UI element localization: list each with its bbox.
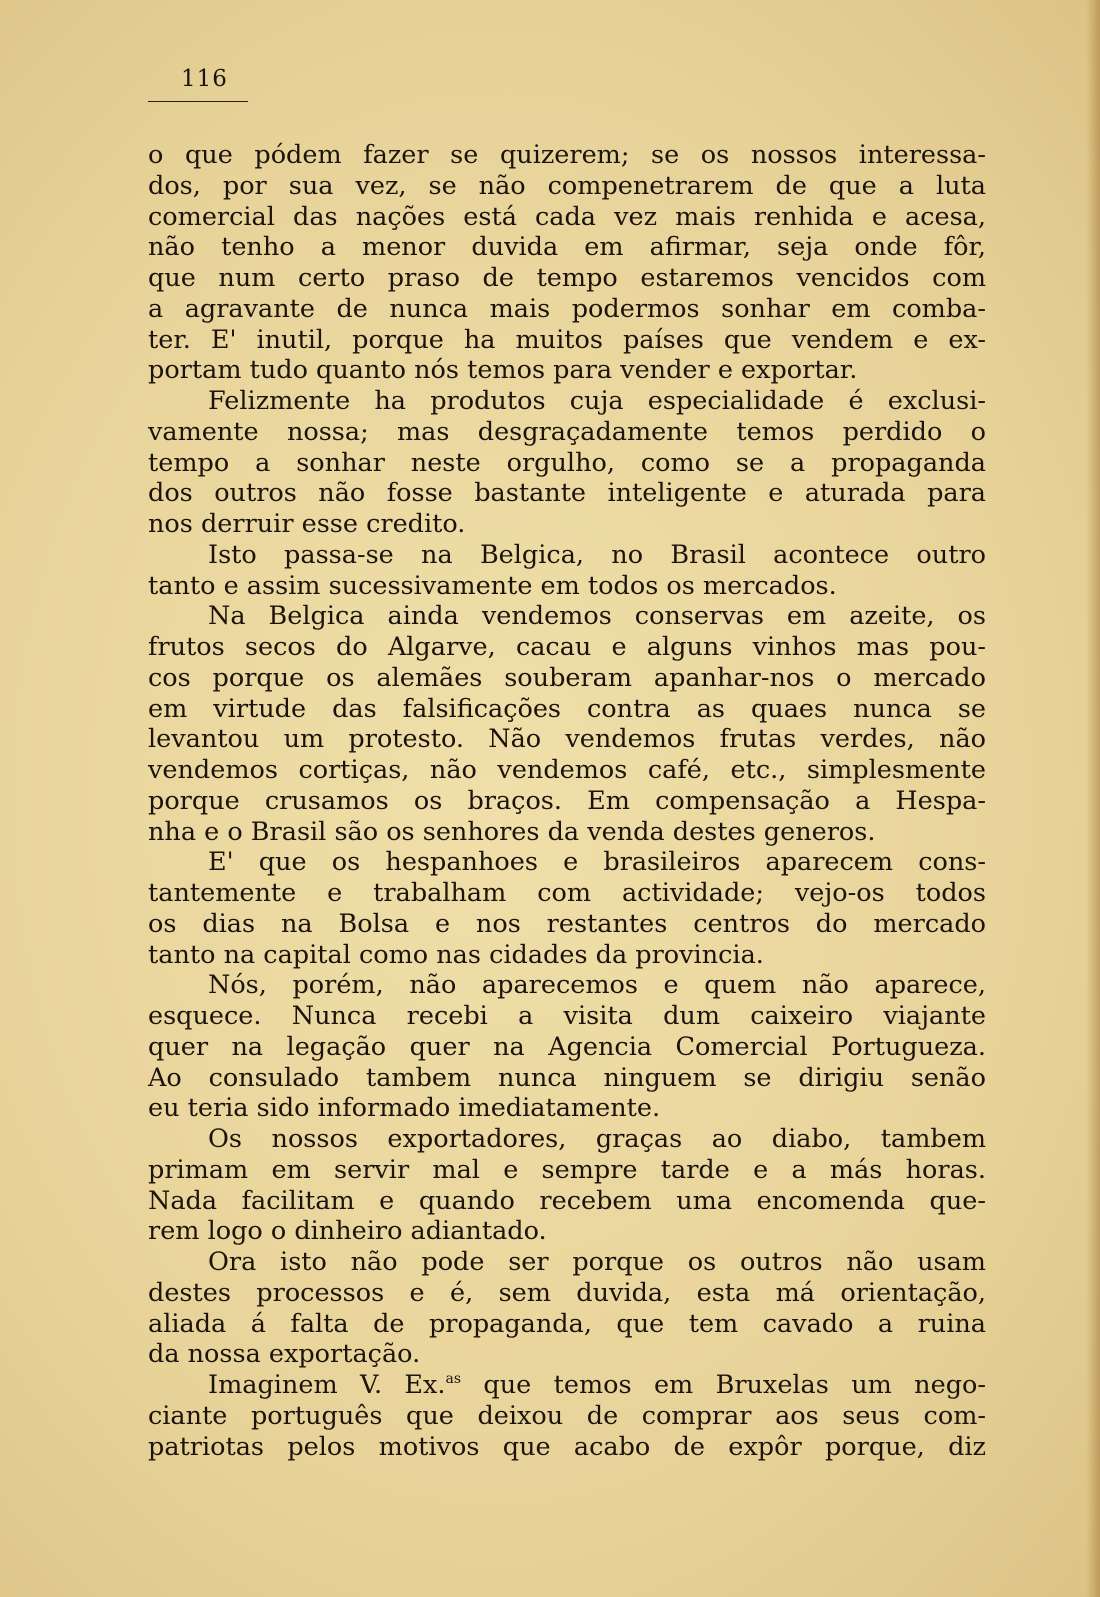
text-line: quer na legação quer na Agencia Comercial Portugueza. (148, 1031, 986, 1062)
text-line: eu teria sido informado imediatamente. (148, 1093, 661, 1124)
text-line: esquece. Nunca recebi a visita dum caixeiro viajante (148, 1001, 986, 1031)
text-line: cos porque os alemães souberam apanhar-nos o mercado (148, 662, 986, 693)
text-line: porque crusamos os braços. Em compensação a Hespa- (148, 785, 986, 816)
text-line: nha e o Brasil são os senhores da venda destes generos. (148, 816, 876, 847)
text-line: da nossa exportação. (148, 1339, 421, 1370)
text-line: portam tudo quanto nós temos para vender e exportar. (148, 355, 858, 386)
text-line: que num certo praso de tempo estaremos vencidos com (148, 263, 986, 293)
text-line: Isto passa-se na Belgica, no Brasil acontece outro (208, 539, 986, 570)
text-line: Ao consulado tambem nunca ninguem se dirigiu senão (148, 1062, 986, 1093)
text-line: a agravante de nunca mais podermos sonhar em comba- (148, 293, 986, 324)
text-line: Os nossos exportadores, graças ao diabo, tambem (208, 1124, 986, 1154)
text-line: nos derruir esse credito. (148, 509, 466, 539)
text-line: não tenho a menor duvida em afirmar, seja onde fôr, (148, 232, 986, 263)
text-line: tanto e assim sucessivamente em todos os mercados. (148, 570, 837, 601)
text-line: aliada á falta de propaganda, que tem cavado a ruina (148, 1308, 986, 1339)
body-text (148, 140, 986, 1462)
text-line: patriotas pelos motivos que acabo de expôr porque, diz (148, 1431, 986, 1462)
header-rule (148, 101, 248, 102)
page-edge-shadow (1086, 0, 1100, 1597)
text-line: Felizmente ha produtos cuja especialidade é exclusi- (208, 386, 986, 416)
text-segment: que temos em Bruxelas um nego- (461, 1370, 986, 1400)
text-line: o que pódem fazer se quizerem; se os nossos interessa- (148, 140, 986, 170)
text-line: frutos secos do Algarve, cacau e alguns vinhos mas pou- (148, 632, 986, 662)
text-line: os dias na Bolsa e nos restantes centros do mercado (148, 908, 986, 939)
text-line: Nós, porém, não aparecemos e quem não aparece, (208, 970, 986, 1001)
text-line (148, 1370, 986, 1401)
text-line: vendemos cortiças, não vendemos café, etc., simplesmente (148, 755, 986, 785)
text-line: rem logo o dinheiro adiantado. (148, 1216, 547, 1247)
text-line: ciante português que deixou de comprar aos seus com- (148, 1400, 986, 1431)
superscript: as (445, 1371, 462, 1387)
text-line: comercial das nações está cada vez mais renhida e acesa, (148, 201, 986, 232)
text-line: destes processos e é, sem duvida, esta má orientação, (148, 1277, 986, 1308)
text-line: Na Belgica ainda vendemos conservas em azeite, os (208, 601, 986, 632)
text-line: ter. E' inutil, porque ha muitos países que vendem e ex- (148, 324, 986, 355)
text-line: primam em servir mal e sempre tarde e a más horas. (148, 1154, 986, 1185)
text-line: dos outros não fosse bastante inteligente e aturada para (148, 478, 986, 509)
text-line: E' que os hespanhoes e brasileiros aparecem cons- (208, 847, 986, 878)
text-line: dos, por sua vez, se não compenetrarem de que a luta (148, 170, 986, 201)
text-line: vamente nossa; mas desgraçadamente temos perdido o (148, 416, 986, 447)
text-line: tempo a sonhar neste orgulho, como se a propaganda (148, 447, 986, 478)
text-line: Ora isto não pode ser porque os outros não usam (208, 1247, 986, 1277)
text-line: tantemente e trabalham com actividade; vejo-os todos (148, 878, 986, 908)
text-line: tanto na capital como nas cidades da provincia. (148, 939, 764, 970)
page-number: 116 (181, 66, 228, 92)
text-line: levantou um protesto. Não vendemos frutas verdes, não (148, 724, 986, 755)
text-segment: Imaginem V. Ex. (208, 1370, 446, 1400)
text-line: em virtude das falsificações contra as quaes nunca se (148, 693, 986, 724)
text-line: Nada facilitam e quando recebem uma encomenda que- (148, 1185, 986, 1216)
